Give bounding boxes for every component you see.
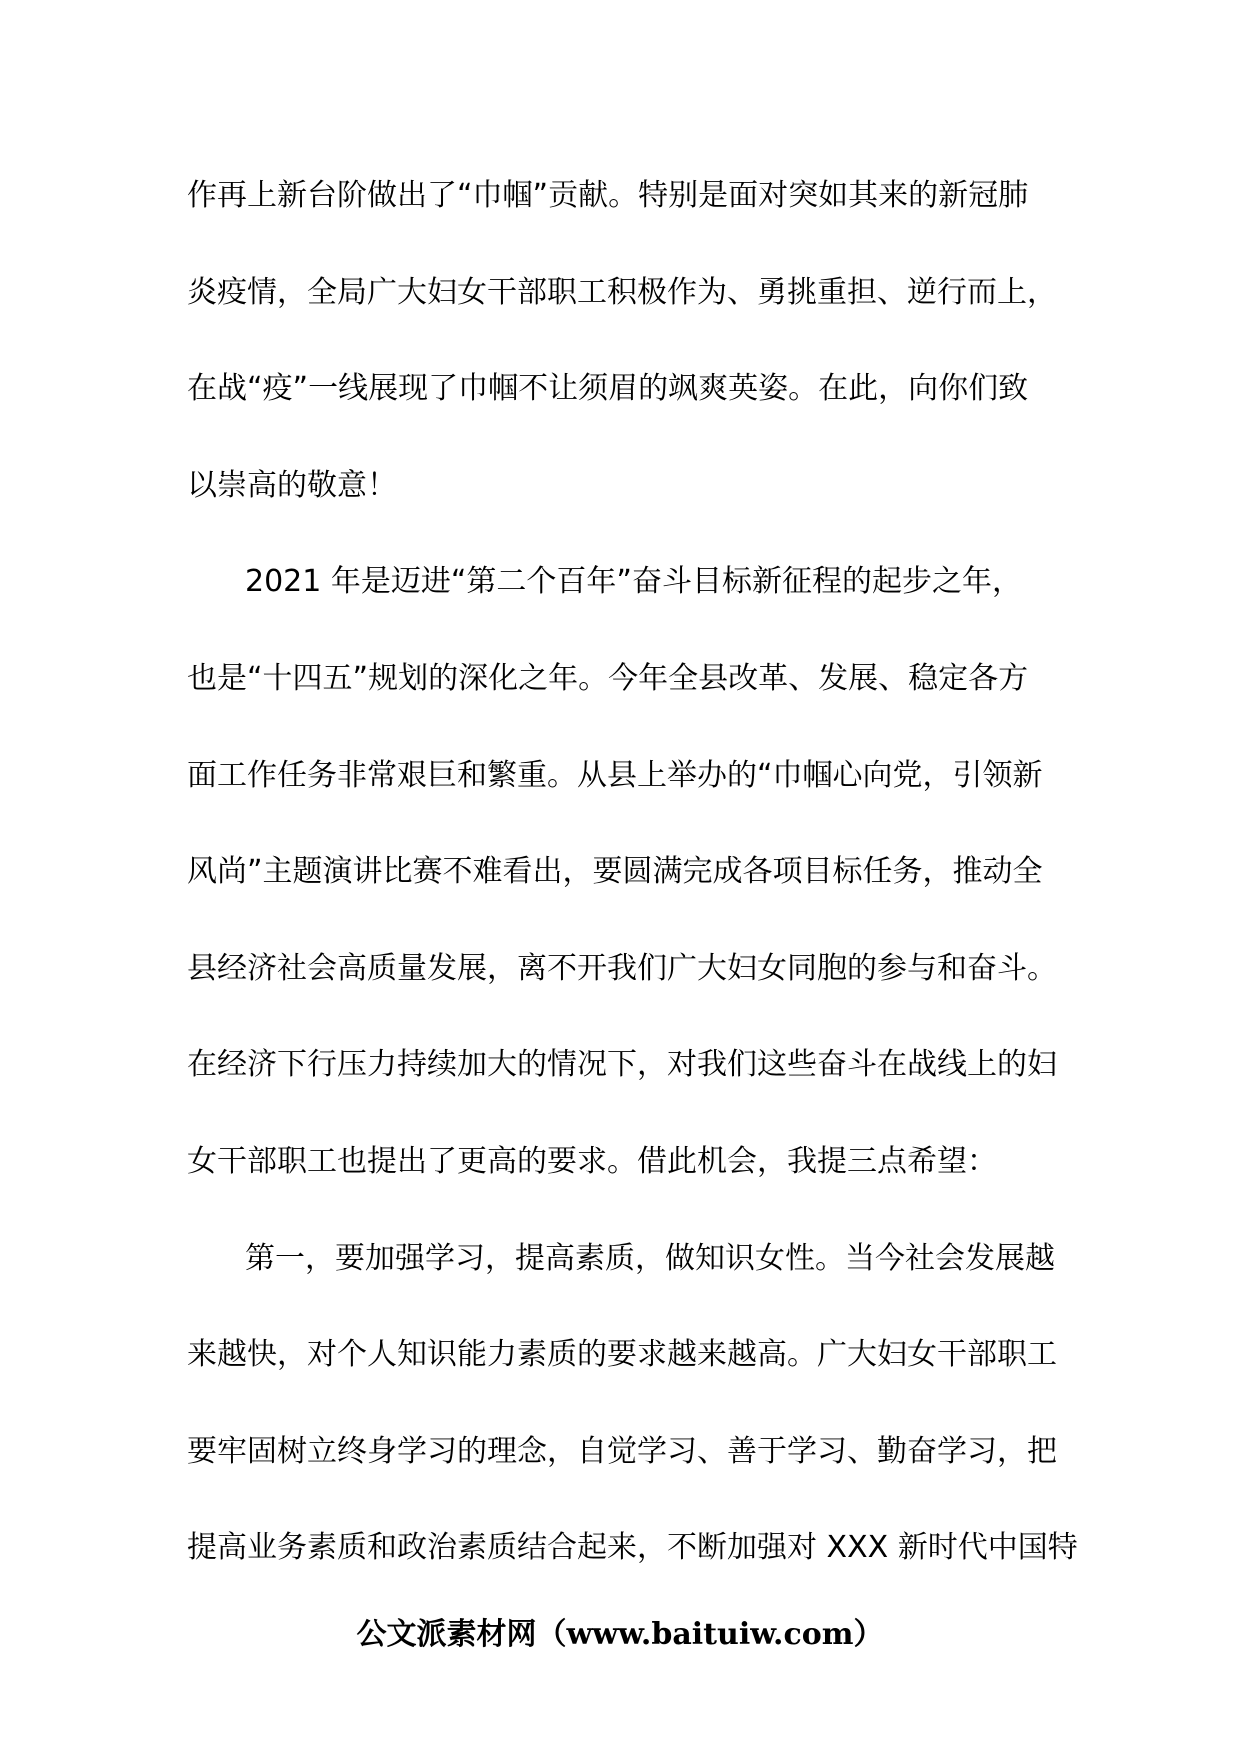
paragraph-first-line: 第一，要加强学习，提高素质，做知识女性。当今社会发展越 — [245, 1240, 1055, 1276]
text-line: 提高业务素质和政治素质结合起来，不断加强对 XXX 新时代中国特 — [187, 1530, 1078, 1566]
text-line: 也是“十四五”规划的深化之年。今年全县改革、发展、稳定各方 — [187, 660, 1029, 696]
paragraph-first-line: 2021 年是迈进“第二个百年”奋斗目标新征程的起步之年， — [245, 564, 1022, 600]
text-line: 炎疫情，全局广大妇女干部职工积极作为、勇挑重担、逆行而上， — [187, 274, 1057, 310]
footer-watermark: 公文派素材网（www.baituiw.com） — [356, 1617, 884, 1652]
text-line: 县经济社会高质量发展，离不开我们广大妇女同胞的参与和奋斗。 — [187, 950, 1057, 986]
text-line: 要牢固树立终身学习的理念，自觉学习、善于学习、勤奋学习，把 — [187, 1433, 1057, 1469]
text-line: 以崇高的敬意！ — [187, 467, 397, 503]
body-text — [187, 160, 1078, 1609]
text-line: 风尚”主题演讲比赛不难看出，要圆满完成各项目标任务，推动全 — [187, 854, 1043, 890]
text-line: 来越快，对个人知识能力素质的要求越来越高。广大妇女干部职工 — [187, 1337, 1057, 1373]
text-line: 面工作任务非常艰巨和繁重。从县上举办的“巾帼心向党，引领新 — [187, 757, 1043, 793]
text-line: 作再上新台阶做出了“巾帼”贡献。特别是面对突如其来的新冠肺 — [187, 178, 1029, 213]
text-line: 在经济下行压力持续加大的情况下，对我们这些奋斗在战线上的妇 — [187, 1047, 1057, 1083]
text-line: 在战“疫”一线展现了巾帼不让须眉的飒爽英姿。在此，向你们致 — [187, 371, 1029, 407]
text-line: 女干部职工也提出了更高的要求。借此机会，我提三点希望： — [187, 1143, 997, 1179]
